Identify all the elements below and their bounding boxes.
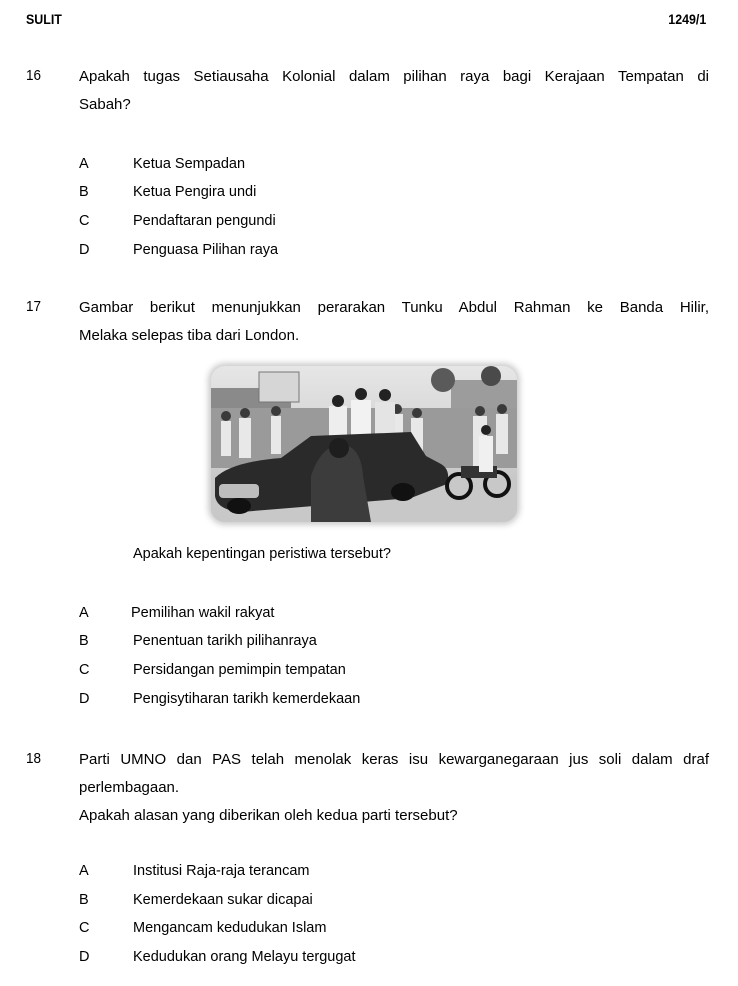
option-text: Persidangan pemimpin tempatan <box>133 662 346 678</box>
option-letter: A <box>79 863 89 879</box>
question-number: 17 <box>26 298 42 315</box>
option-letter: D <box>79 242 90 258</box>
option-text: Pemilihan wakil rakyat <box>131 605 275 621</box>
option-text: Ketua Pengira undi <box>133 184 257 200</box>
classification-label: SULIT <box>26 12 62 27</box>
option-letter: D <box>79 691 90 707</box>
question-number: 16 <box>26 67 42 84</box>
sub-question: Apakah alasan yang diberikan oleh kedua parti tersebut? <box>79 807 458 824</box>
option-text: Pendaftaran pengundi <box>133 213 276 229</box>
option-text: Pengisytiharan tarikh kemerdekaan <box>133 691 361 707</box>
paper-code: 1249/1 <box>668 12 706 27</box>
sub-question: Apakah kepentingan peristiwa tersebut? <box>133 546 391 562</box>
option-text: Kedudukan orang Melayu tergugat <box>133 949 356 965</box>
question-number: 18 <box>26 750 42 767</box>
option-letter: C <box>79 662 90 678</box>
option-text: Ketua Sempadan <box>133 156 246 172</box>
question-stem-line: Parti UMNO dan PAS telah menolak keras isu kewarganegaraan jus soli dalam draf <box>79 751 709 768</box>
option-text: Mengancam kedudukan Islam <box>133 920 327 936</box>
option-letter: A <box>79 605 89 621</box>
question-stem-line: perlembagaan. <box>79 779 180 796</box>
option-text: Institusi Raja-raja terancam <box>133 863 310 879</box>
question-stem-line: Gambar berikut menunjukkan perarakan Tunku Abdul Rahman ke Banda Hilir, <box>79 299 709 316</box>
procession-photo <box>211 366 517 522</box>
option-text: Penguasa Pilihan raya <box>133 242 279 258</box>
question-stem-line: Apakah tugas Setiausaha Kolonial dalam pilihan raya bagi Kerajaan Tempatan di <box>79 68 709 85</box>
question-stem-line: Melaka selepas tiba dari London. <box>79 327 300 344</box>
photo-procession-icon <box>211 366 517 522</box>
option-letter: B <box>79 633 89 649</box>
option-letter: B <box>79 892 89 908</box>
option-text: Penentuan tarikh pilihanraya <box>133 633 317 649</box>
option-letter: C <box>79 920 90 936</box>
option-letter: C <box>79 213 90 229</box>
question-stem-line: Sabah? <box>79 96 131 113</box>
option-letter: D <box>79 949 90 965</box>
option-text: Kemerdekaan sukar dicapai <box>133 892 313 908</box>
option-letter: A <box>79 156 89 172</box>
option-letter: B <box>79 184 89 200</box>
